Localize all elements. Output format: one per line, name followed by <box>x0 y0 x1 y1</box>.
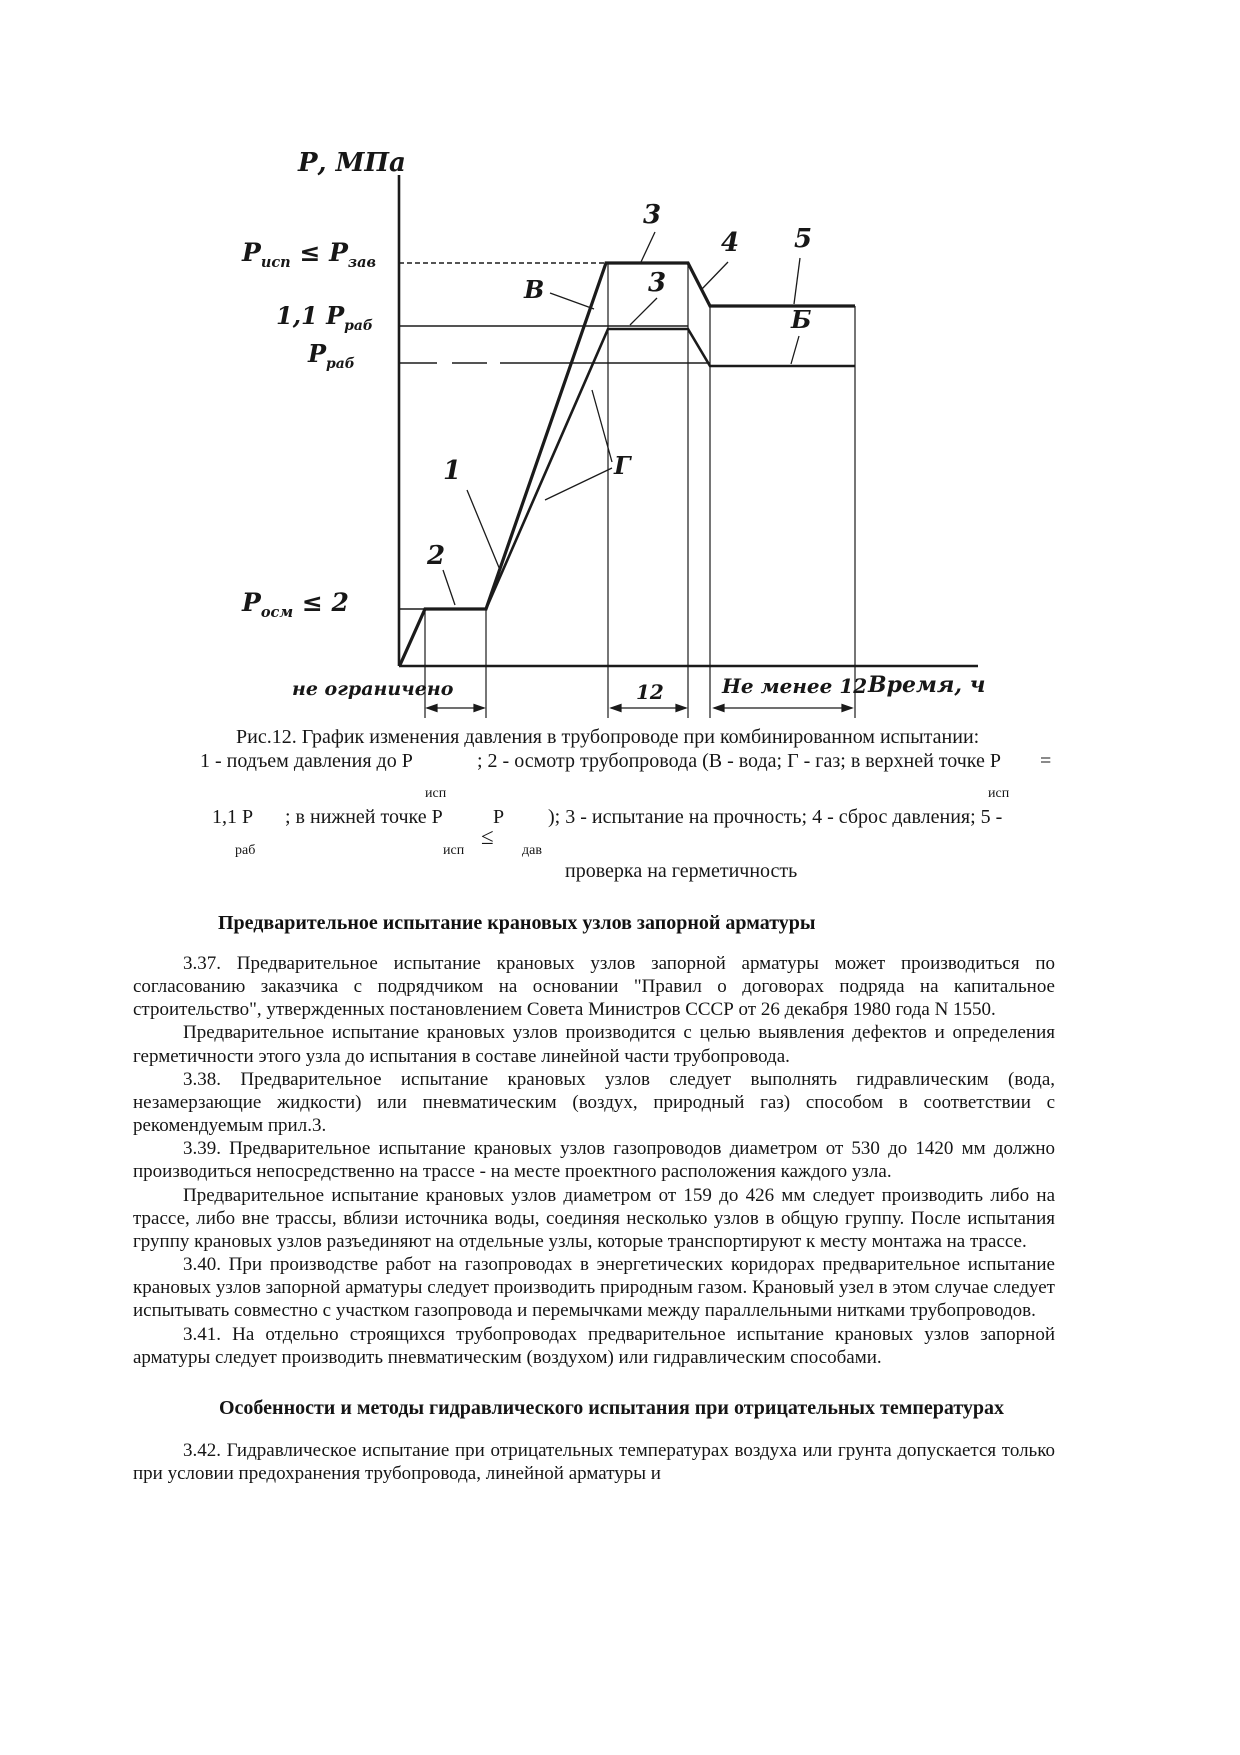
caption-sub-dav: дав <box>522 843 542 858</box>
paragraph-3-39-cont: Предварительное испытание крановых узлов диаметром от 159 до 426 мм следует производить либо на трассе, либо вне трассы, вблизи источника воды, соединяя несколько узлов в общую группу. После испытания группу крановых узлов разъединяют на отдельные узлы, которые транспортируют к месту монтажа на трассе. <box>133 1184 1055 1252</box>
curve-label-3a: 3 <box>643 200 662 230</box>
curve-label-v: В <box>524 275 545 304</box>
curve-label-g: Г <box>614 451 631 480</box>
figure-graph <box>0 0 1240 760</box>
level-label-posm: $Р_{осм} \le 2$ <box>242 588 349 621</box>
curve-label-2: 2 <box>427 541 446 571</box>
caption-line1: Рис.12. График изменения давления в трубопроводе при комбинированном испытании: <box>236 726 980 748</box>
caption-line3-seg1: 1,1 Р <box>212 806 254 828</box>
caption-line4: проверка на герметичность <box>565 860 798 882</box>
caption-line3-seg3: Р <box>493 806 505 828</box>
caption-sub-rab: раб <box>235 843 256 858</box>
dimension-arrows <box>427 705 852 712</box>
caption-line3-seg2: ; в нижней точке Р <box>285 806 443 828</box>
curve-label-1: 1 <box>443 456 462 486</box>
curve-label-4: 4 <box>721 228 740 258</box>
gas-curve <box>486 329 855 609</box>
curve-label-3b: 3 <box>648 268 667 298</box>
paragraph-3-42: 3.42. Гидравлическое испытание при отрицательных температурах воздуха или грунта допускается только при условии предохранения трубопровода, линейной арматуры и <box>133 1439 1055 1485</box>
level-label-11prab: 1,1 $Р_{раб}$ <box>276 301 373 334</box>
paragraph-3-37: 3.37. Предварительное испытание крановых узлов запорной арматуры может производиться по согласованию заказчика с подрядчиком на основании "Правил о договорах подряда на капитальное строительство", утвержденных постановлением Совета Министров СССР от 26 декабря 1980 года N 1550. <box>133 953 1055 1021</box>
gridlines <box>399 263 710 609</box>
caption-le-sign: ≤ <box>481 824 494 849</box>
curve-label-5: 5 <box>794 224 813 254</box>
y-axis-label: Р, МПа <box>298 148 406 178</box>
leader-lines <box>443 228 800 605</box>
paragraph-3-40: 3.40. При производстве работ на газопроводах в энергетических коридорах предварительное испытание крановых узлов запорной арматуры следует производить природным газом. Крановый узел в этом случае следует испытывать совместно с участком газопровода и перемычками между параллельными нитками трубопроводов. <box>133 1254 1055 1322</box>
level-label-isp: $Р_{исп} \le Р_{зав}$ <box>242 238 377 271</box>
x-span-unlimited: не ограничено <box>292 678 454 700</box>
caption-sub-isp-2: исп <box>988 786 1010 801</box>
body-text <box>133 952 1055 1485</box>
caption-sub-isp-1: исп <box>425 786 447 801</box>
caption-sub-isp-3: исп <box>443 843 465 858</box>
paragraph-3-41: 3.41. На отдельно строящихся трубопроводах предварительное испытание крановых узлов запорной арматуры следует производить пневматическим (воздухом) или гидравлическим способами. <box>133 1323 1055 1368</box>
x-span-not-less-12: Не менее 12 <box>722 674 868 698</box>
paragraph-3-37-cont: Предварительное испытание крановых узлов производится с целью выявления дефектов и определения герметичности этого узла до испытания в составе линейной части трубопровода. <box>133 1022 1055 1067</box>
x-axis-label: Время, ч <box>868 672 986 698</box>
caption-line2-seg1: 1 - подъем давления до Р <box>200 750 413 772</box>
level-label-prab: $Р_{раб}$ <box>308 339 355 372</box>
caption-line2-seg2: ; 2 - осмотр трубопровода (В - вода; Г - газ; в верхней точке Р <box>477 750 1002 772</box>
x-span-12: 12 <box>636 680 664 704</box>
paragraph-3-39: 3.39. Предварительное испытание крановых узлов газопроводов диаметром от 530 до 1420 мм должно производиться непосредственно на трассе - на месте проектного расположения каждого узла. <box>133 1138 1055 1183</box>
caption-line3-seg4: ); 3 - испытание на прочность; 4 - сброс давления; 5 - <box>548 806 1003 828</box>
paragraph-3-38: 3.38. Предварительное испытание крановых узлов следует выполнять гидравлическим (вода, незамерзающие жидкости) или пневматическим (воздух, природный газ) способом в соответствии с рекомендуемым прил.3. <box>133 1068 1055 1137</box>
caption-line2-seg3: = <box>1040 750 1052 772</box>
curve-label-b: Б <box>791 305 812 334</box>
section-heading-preliminary-test: Предварительное испытание крановых узлов запорной арматуры <box>218 912 816 934</box>
section-heading-negative-temperatures: Особенности и методы гидравлического испытания при отрицательных температурах <box>219 1396 1005 1419</box>
